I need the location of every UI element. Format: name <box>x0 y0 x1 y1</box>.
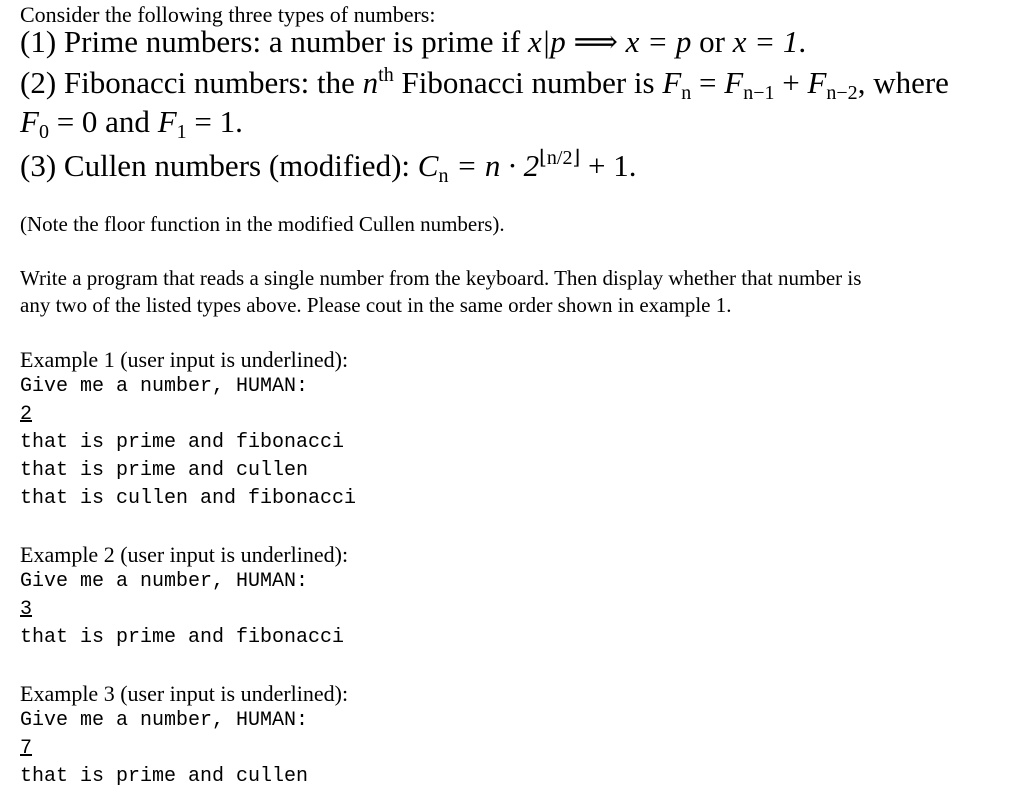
fib-f-sub: n <box>681 82 692 104</box>
prime-formula: x|p ⟹ x = p <box>527 24 692 59</box>
item-prime <box>20 24 806 60</box>
example-title: Example 2 (user input is underlined): <box>20 542 349 567</box>
example-prompt: Give me a number, HUMAN: <box>20 709 309 732</box>
item-text: Cullen numbers (modified): <box>56 148 418 183</box>
item-text: Fibonacci numbers: the <box>56 65 363 100</box>
cullen-exp: ⌊n/2⌋ <box>539 147 581 169</box>
fib-f1b-sub: 1 <box>176 121 187 143</box>
example-output: that is cullen and fibonacci <box>20 487 357 510</box>
item-text: , where <box>857 65 949 100</box>
item-number: (3) <box>20 148 57 183</box>
item-text: = 0 and <box>48 104 158 139</box>
note-text: (Note the floor function in the modified Cullen numbers). <box>20 212 505 236</box>
fib-f2-sub: n−2 <box>826 82 858 104</box>
item-cullen <box>20 145 637 188</box>
cullen-rest: = n · 2 <box>448 148 540 183</box>
item-number: (1) <box>20 24 57 59</box>
fib-plus: + <box>774 65 808 100</box>
item-number: (2) <box>20 65 57 100</box>
cullen-c-sub: n <box>438 165 449 187</box>
item-text: . <box>798 24 807 59</box>
example-title: Example 1 (user input is underlined): <box>20 347 349 372</box>
example-input <box>20 403 32 426</box>
intro-text: Consider the following three types of numbers: <box>20 2 436 27</box>
item-text: = 1. <box>186 104 243 139</box>
fib-f1: F <box>724 65 744 100</box>
fib-f0: F <box>20 104 39 139</box>
example-input <box>20 598 32 621</box>
example-prompt: Give me a number, HUMAN: <box>20 375 309 398</box>
example-title: Example 3 (user input is underlined): <box>20 681 349 706</box>
cullen-c: C <box>417 148 439 183</box>
example-output: that is prime and cullen <box>20 459 309 482</box>
example-output: that is prime and cullen <box>20 765 309 788</box>
fib-f1b: F <box>157 104 177 139</box>
item-text: + 1. <box>580 148 637 183</box>
user-input-value: 2 <box>20 403 33 426</box>
item-text: Prime numbers: a number is prime if <box>56 24 528 59</box>
example-prompt: Give me a number, HUMAN: <box>20 570 309 593</box>
fib-f1-sub: n−1 <box>743 82 775 104</box>
fib-f2: F <box>807 65 827 100</box>
user-input-value: 3 <box>20 598 33 621</box>
prime-formula-2: x = 1 <box>732 24 799 59</box>
item-text: Fibonacci number is <box>393 65 663 100</box>
item-text: or <box>691 24 733 59</box>
item-fibonacci-line2 <box>20 104 243 144</box>
user-input-value: 7 <box>20 737 33 760</box>
task-text-line2: any two of the listed types above. Please cout in the same order shown in example 1. <box>20 293 732 317</box>
example-output: that is prime and fibonacci <box>20 431 345 454</box>
task-text-line1: Write a program that reads a single number from the keyboard. Then display whether that number is <box>20 266 862 290</box>
fib-eq: = <box>691 65 725 100</box>
item-fibonacci <box>20 64 949 105</box>
example-input <box>20 737 32 760</box>
nth-sup: th <box>378 64 394 86</box>
fib-f0-sub: 0 <box>38 121 49 143</box>
example-output: that is prime and fibonacci <box>20 626 345 649</box>
fib-f: F <box>662 65 682 100</box>
nth-base: n <box>362 65 379 100</box>
